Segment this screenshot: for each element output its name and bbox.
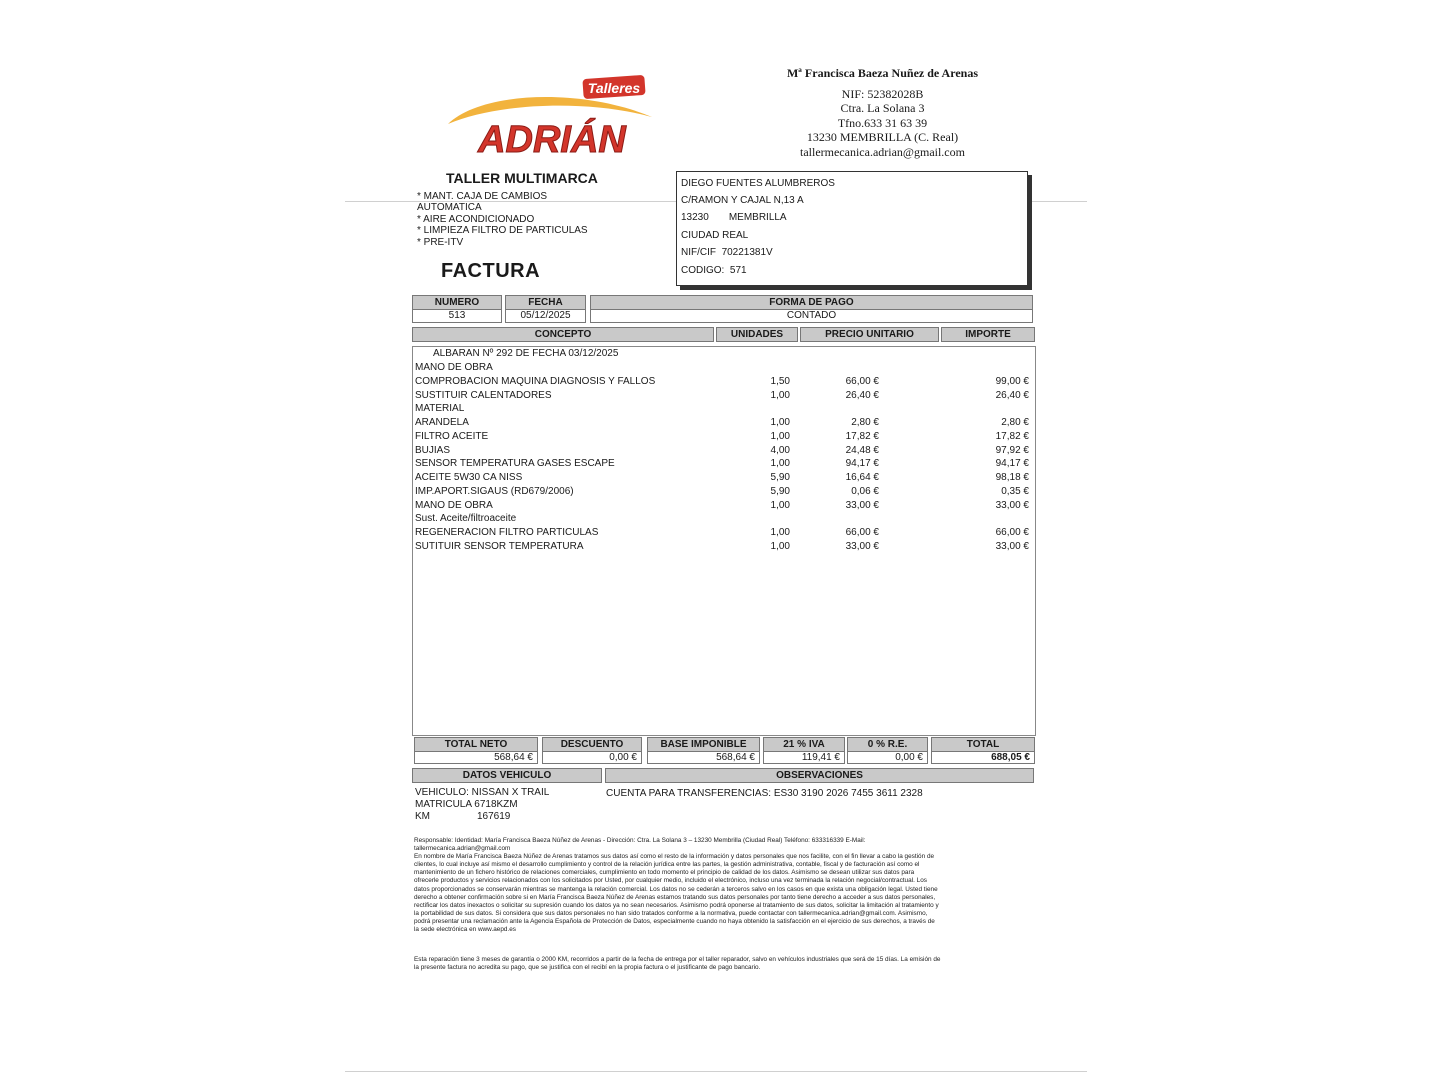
warranty-line: la presente factura no acredita su pago, que se justifica con el recibí en la propia factura o el justificante de pago bancario. <box>414 964 761 972</box>
item-unidades: 1,00 <box>770 458 790 470</box>
warranty-notice <box>414 956 1034 972</box>
numero-value: 513 <box>412 309 502 323</box>
company-nif: NIF: 52382028B <box>841 86 924 101</box>
albaran-row <box>413 347 1035 360</box>
item-concepto: ARANDELA <box>415 417 469 428</box>
item-importe: 98,18 € <box>995 472 1029 483</box>
logo-name: ADRIÁN <box>478 119 626 161</box>
legal-line: derecho a obtener confirmación sobre si en María Francisca Baeza Núñez de Arenas estamos tratando sus datos personales por tanto tiene derecho a acceder a sus datos personales, <box>414 893 936 901</box>
legal-line: datos proporcionados se conservarán mientras se mantenga la relación comercial. Los datos no se cederán a terceros salvo en los casos en que exista una obligación legal. Usted tiene <box>414 885 938 893</box>
company-address: Ctra. La Solana 3 <box>840 101 925 115</box>
item-precio: 0,06 € <box>851 485 879 497</box>
table-row <box>413 416 1035 429</box>
item-concepto: REGENERACION FILTRO PARTICULAS <box>415 527 599 538</box>
vehiculo-header: DATOS VEHICULO <box>412 768 602 783</box>
item-precio: 2,80 € <box>851 417 879 428</box>
precio-header: PRECIO UNITARIO <box>800 327 939 342</box>
pago-header: FORMA DE PAGO <box>590 295 1033 310</box>
item-unidades: 5,90 <box>770 472 790 483</box>
re-header: 0 % R.E. <box>847 737 928 752</box>
company-logo <box>440 72 660 167</box>
item-precio: 26,40 € <box>845 389 879 401</box>
item-concepto: FILTRO ACEITE <box>415 430 489 442</box>
vehicle-km: 167619 <box>477 811 511 822</box>
item-precio: 24,48 € <box>845 444 879 456</box>
table-row <box>413 471 1035 484</box>
base-header: BASE IMPONIBLE <box>647 737 760 752</box>
document-title: FACTURA <box>441 260 541 282</box>
legal-line: En nombre de María Francisca Baeza Núñez de Arenas tratamos sus datos así como el resto de la información y datos personales que nos facilite, con el fin llevar a cabo la gestión de <box>414 853 935 861</box>
service-item: * PRE-ITV <box>417 236 464 248</box>
item-importe: 66,00 € <box>995 527 1029 538</box>
item-concepto: COMPROBACION MAQUINA DIAGNOSIS Y FALLOS <box>415 375 656 387</box>
concepto-header: CONCEPTO <box>412 327 714 342</box>
legal-line: rectificar los datos inexactos o solicitar su supresión cuando los datos ya no sean necesarios. Asimismo podrá oponerse al tratamiento de sus datos, solicitar la limitación al tratamiento y <box>414 901 939 909</box>
importe-header: IMPORTE <box>941 327 1035 342</box>
numero-header: NUMERO <box>412 295 502 310</box>
services-list <box>417 191 607 248</box>
item-unidades: 4,00 <box>770 444 790 456</box>
legal-notice <box>414 837 1034 934</box>
client-street: C/RAMON Y CAJAL N,13 A <box>681 195 804 206</box>
item-concepto: MANO DE OBRA <box>415 499 493 511</box>
item-importe: 0,35 € <box>1001 485 1029 497</box>
legal-line: Responsable: Identidad: María Francisca Baeza Núñez de Arenas - Dirección: Ctra. La Solana 3 – 13230 Membrilla (Ciudad Real) Teléfono: 633316339 E-Mail: <box>414 837 866 844</box>
client-nif: 70221381V <box>721 247 773 258</box>
client-code-line <box>681 265 747 276</box>
observaciones-header: OBSERVACIONES <box>605 768 1034 783</box>
client-name: DIEGO FUENTES ALUMBREROS <box>681 178 835 189</box>
vehicle-info <box>415 787 549 823</box>
client-zip: 13230 <box>681 212 709 223</box>
fecha-header: FECHA <box>505 295 586 310</box>
item-unidades: 1,00 <box>770 499 790 511</box>
bottom-scan-line <box>345 1071 1087 1072</box>
descuento-header: DESCUENTO <box>542 737 642 752</box>
table-row <box>413 402 1035 415</box>
company-info <box>760 66 1005 159</box>
item-concepto: ACEITE 5W30 CA NISS <box>415 472 523 483</box>
observaciones-text: CUENTA PARA TRANSFERENCIAS: ES30 3190 2026 7455 3611 2328 <box>606 788 923 799</box>
iva-header: 21 % IVA <box>763 737 845 752</box>
company-name: Mª Francisca Baeza Nuñez de Arenas <box>786 66 978 80</box>
item-precio: 33,00 € <box>845 540 879 552</box>
legal-line: podrá presentar una reclamación ante la Agencia Española de Protección de Datos, especialmente cuando no haya obtenido la satisfacción en el ejercicio de sus derechos, a través de <box>414 917 935 925</box>
item-importe: 94,17 € <box>995 458 1029 470</box>
item-precio: 16,64 € <box>845 472 879 483</box>
legal-line: ofrecerle productos y servicios relacionados con los solicitados por Usted, por cualquier medio, incluido el electrónico, incluso una vez terminada la relación negocial/contractual. Los <box>414 877 927 885</box>
item-precio: 66,00 € <box>845 527 879 538</box>
service-item: * MANT. CAJA DE CAMBIOS <box>417 191 548 202</box>
item-precio: 94,17 € <box>845 458 879 470</box>
table-row <box>413 540 1035 553</box>
item-precio: 17,82 € <box>845 430 879 442</box>
item-importe: 33,00 € <box>995 540 1029 552</box>
client-code: 571 <box>729 265 747 276</box>
item-importe: 97,92 € <box>995 444 1029 456</box>
item-importe: 99,00 € <box>995 375 1029 387</box>
company-phone: Tfno.633 31 63 39 <box>837 115 928 130</box>
client-nif-line <box>681 247 773 258</box>
fecha-value: 05/12/2025 <box>505 309 586 323</box>
table-row <box>413 430 1035 443</box>
item-precio: 33,00 € <box>845 499 879 511</box>
items-table <box>412 346 1036 736</box>
table-row <box>413 499 1035 512</box>
total-value: 688,05 € <box>931 751 1035 764</box>
item-precio: 66,00 € <box>845 375 879 387</box>
table-row <box>413 444 1035 457</box>
item-unidades: 1,00 <box>770 540 790 552</box>
legal-line: clientes, lo cual incluye así mismo el desarrollo cumplimiento y control de la relación jurídica entre las partes, la gestión administrativa, contable, fiscal y de facturación así como el <box>414 861 920 869</box>
client-town: MEMBRILLA <box>728 212 787 223</box>
table-row <box>413 375 1035 388</box>
item-concepto: Sust. Aceite/filtroaceite <box>415 513 517 525</box>
item-concepto: SUTITUIR SENSOR TEMPERATURA <box>415 540 584 552</box>
descuento-value: 0,00 € <box>542 751 642 764</box>
item-concepto: SENSOR TEMPERATURA GASES ESCAPE <box>415 458 615 470</box>
table-row <box>413 361 1035 374</box>
vehicle-km-label: KM <box>415 811 430 822</box>
unidades-header: UNIDADES <box>716 327 798 342</box>
albaran-text: ALBARAN Nº 292 DE FECHA 03/12/2025 <box>433 348 619 359</box>
item-importe: 2,80 € <box>1001 417 1029 428</box>
legal-line: la sede electrónica en www.aepd.es <box>414 926 516 934</box>
table-row <box>413 512 1035 525</box>
service-item: * LIMPIEZA FILTRO DE PARTICULAS <box>417 225 588 237</box>
item-unidades: 1,50 <box>770 375 790 387</box>
total-neto-header: TOTAL NETO <box>414 737 538 752</box>
company-email: tallermecanica.adrian@gmail.com <box>800 144 965 159</box>
item-concepto: MANO DE OBRA <box>415 362 493 373</box>
client-box <box>676 171 1028 286</box>
client-nif-label: NIF/CIF <box>681 247 716 258</box>
logo-tag: Talleres <box>587 80 641 96</box>
table-row <box>413 389 1035 402</box>
legal-line: la portabilidad de sus datos. Si considera que sus datos personales no han sido tratados conforme a la normativa, puede contactar con tallermecanica.adrian@gmail.com. Asimismo, <box>414 909 928 917</box>
service-item: AUTOMATICA <box>417 202 482 214</box>
item-importe: 26,40 € <box>995 389 1029 401</box>
item-concepto: IMP.APORT.SIGAUS (RD679/2006) <box>415 485 574 497</box>
item-concepto: SUSTITUIR CALENTADORES <box>415 389 552 401</box>
item-unidades: 1,00 <box>770 430 790 442</box>
pago-value: CONTADO <box>590 309 1033 323</box>
table-row <box>413 526 1035 539</box>
service-item: * AIRE ACONDICIONADO <box>417 213 535 225</box>
item-unidades: 5,90 <box>770 485 790 497</box>
taller-title: TALLER MULTIMARCA <box>446 170 598 186</box>
legal-line: mantenimiento de un fichero histórico de relaciones comerciales, cumplimiento en todo momento el principio de calidad de los datos. Asimismo se desean utilizar sus datos para <box>414 869 915 877</box>
item-importe: 33,00 € <box>995 499 1029 511</box>
base-value: 568,64 € <box>647 751 760 764</box>
item-unidades: 1,00 <box>770 389 790 401</box>
total-neto-value: 568,64 € <box>414 751 538 764</box>
vehicle-plate: MATRICULA 6718KZM <box>415 799 518 810</box>
table-row <box>413 457 1035 470</box>
client-town-line <box>681 212 787 223</box>
item-unidades: 1,00 <box>770 527 790 538</box>
company-city: 13230 MEMBRILLA (C. Real) <box>806 130 959 144</box>
table-row <box>413 485 1035 498</box>
item-concepto: MATERIAL <box>415 403 465 415</box>
warranty-line: Esta reparación tiene 3 meses de garantía o 2000 KM, recorridos a partir de la fecha de entrega por el taller reparador, salvo en vehículos industriales que será de 15 días. La emisión de <box>414 956 941 963</box>
re-value: 0,00 € <box>847 751 928 764</box>
item-concepto: BUJIAS <box>415 444 451 456</box>
item-importe: 17,82 € <box>995 430 1029 442</box>
client-code-label: CODIGO: <box>681 265 725 276</box>
vehicle-km-line <box>415 811 549 823</box>
vehicle-model: VEHICULO: NISSAN X TRAIL <box>415 787 550 798</box>
legal-line: tallermecanica.adrian@gmail.com <box>414 845 511 853</box>
client-province: CIUDAD REAL <box>681 230 749 241</box>
item-unidades: 1,00 <box>770 417 790 428</box>
total-header: TOTAL <box>931 737 1035 752</box>
iva-value: 119,41 € <box>763 751 845 764</box>
